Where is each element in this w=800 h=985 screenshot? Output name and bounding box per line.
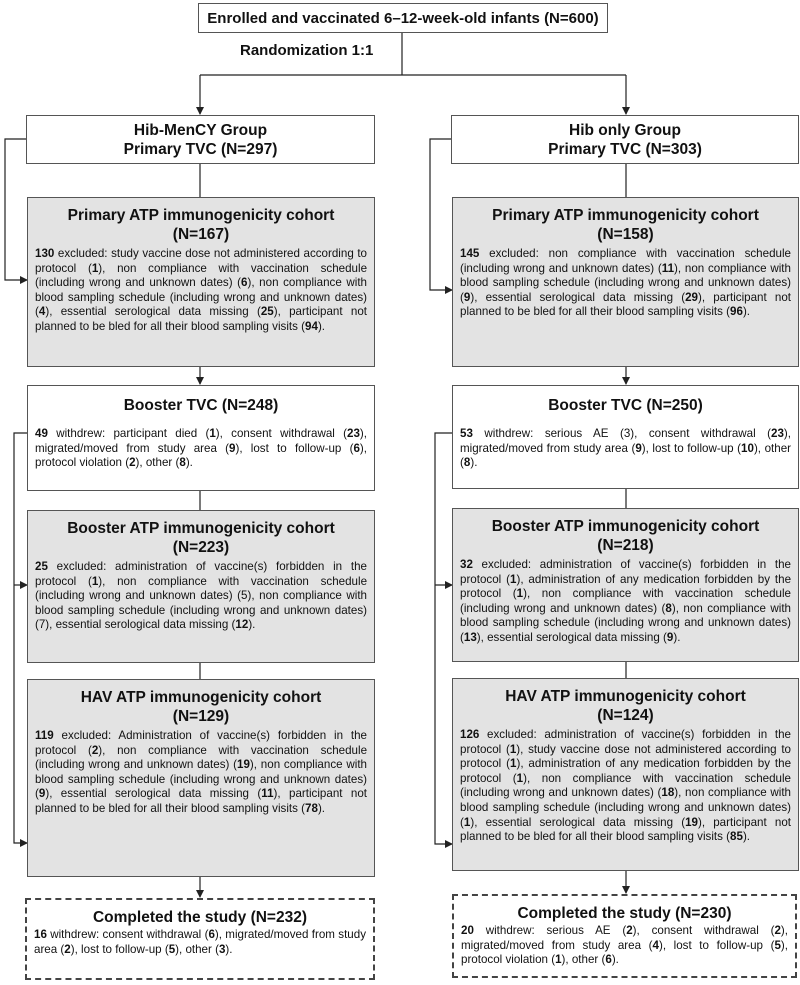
count-value: 6 xyxy=(353,441,360,455)
count-value: 94 xyxy=(305,319,318,333)
right-completed-text: 20 withdrew: serious AE (2), consent withdrawal (2), migrated/moved from study area (4), lost to follow-up (5), protocol violation (1), other (6). xyxy=(461,924,788,967)
count-value: 4 xyxy=(38,305,46,319)
count-value: 53 xyxy=(460,427,473,440)
count-value: 16 xyxy=(34,928,47,941)
count-value: 23 xyxy=(347,427,360,440)
count-value: 1 xyxy=(510,757,517,771)
right-group-name: Hib only Group xyxy=(569,122,681,139)
left-booster-tvc-title: Booster TVC (N=248) xyxy=(123,397,279,414)
count-value: 9 xyxy=(635,441,642,455)
left-primary-tvc: Primary TVC (N=297) xyxy=(123,141,278,158)
count-value: 6 xyxy=(605,953,612,967)
left-completed-title: Completed the study (N=232) xyxy=(92,909,308,926)
count-value: 3 xyxy=(218,942,226,956)
count-value: 9 xyxy=(38,787,46,801)
count-value: 25 xyxy=(260,305,274,319)
count-value: 2 xyxy=(774,924,781,937)
count-value: 2 xyxy=(129,456,136,470)
count-value: 119 xyxy=(35,729,54,742)
left-booster-tvc-text: 49 withdrew: participant died (1), consent withdrawal (23), migrated/moved from study area (9), lost to follow-up (6), protocol violation (2), other (8). xyxy=(35,427,368,470)
count-value: 19 xyxy=(685,815,698,829)
count-value: 1 xyxy=(516,771,524,785)
left-booster-atp-n: (N=223) xyxy=(172,539,230,556)
count-value: 6 xyxy=(208,928,215,941)
count-value: 126 xyxy=(460,728,480,741)
randomization-label: Randomization 1:1 xyxy=(240,42,374,59)
count-value: 4 xyxy=(652,938,659,952)
count-value: 5 xyxy=(168,942,176,956)
right-booster-atp-box xyxy=(452,508,799,662)
right-primary-atp-n: (N=158) xyxy=(597,226,654,243)
count-value: 23 xyxy=(771,427,784,440)
enrollment-title: Enrolled and vaccinated 6–12-week-old infants (N=600) xyxy=(207,9,599,27)
count-value: 78 xyxy=(305,801,318,815)
left-hav-atp-box xyxy=(27,679,375,877)
left-booster-atp-title: Booster ATP immunogenicity cohort xyxy=(67,520,335,537)
left-hav-atp-title: HAV ATP immunogenicity cohort xyxy=(80,689,322,706)
left-group-box xyxy=(26,115,375,164)
count-value: 96 xyxy=(730,305,743,319)
count-value: 8 xyxy=(665,601,672,615)
count-value: 85 xyxy=(730,830,743,844)
count-value: 18 xyxy=(661,786,675,800)
count-value: 9 xyxy=(463,290,471,304)
right-group-box xyxy=(451,115,799,164)
count-value: 2 xyxy=(64,942,71,956)
count-value: 130 xyxy=(35,247,55,260)
left-primary-atp-box xyxy=(27,197,375,367)
right-booster-atp-text: 32 excluded: administration of vaccine(s) forbidden in the protocol (1), administration of any medication forbidden by the protocol (1), non compliance with vaccination schedule (including wrong and unknown dates) (8), non compliance with blood sampling schedule (including wrong and unknown dates) (13), essential serological data missing (9). xyxy=(460,558,792,644)
right-primary-tvc: Primary TVC (N=303) xyxy=(548,141,702,158)
count-value: 1 xyxy=(516,587,524,601)
left-completed-text: 16 withdrew: consent withdrawal (6), migrated/moved from study area (2), lost to follow-up (5), other (3). xyxy=(34,928,366,956)
count-value: 1 xyxy=(555,953,562,967)
right-primary-atp-box xyxy=(452,197,799,367)
count-value: 1 xyxy=(209,427,216,440)
right-completed-box xyxy=(452,894,797,978)
enrollment-box xyxy=(198,3,608,33)
count-value: 13 xyxy=(463,630,477,644)
count-value: 1 xyxy=(463,815,471,829)
count-value: 8 xyxy=(463,456,471,470)
left-hav-atp-text: 119 excluded: Administration of vaccine(s) forbidden in the protocol (2), non compliance with vaccination schedule (including wrong and unknown dates) (19), non compliance with blood sampling schedule (including wrong and unknown dates) (9), essential serological data missing (11), participant not planned to be bled for all their blood sampling visits (78). xyxy=(35,729,368,815)
count-value: 12 xyxy=(235,618,249,632)
left-booster-tvc-box xyxy=(27,385,375,491)
count-value: 1 xyxy=(91,574,99,588)
count-value: 1 xyxy=(91,261,99,275)
count-value: 10 xyxy=(741,441,754,455)
left-primary-atp-n: (N=167) xyxy=(172,226,230,243)
count-value: 145 xyxy=(460,247,480,260)
right-booster-tvc-box xyxy=(452,385,799,489)
left-primary-atp-text: 130 excluded: study vaccine dose not administered according to protocol (1), non compliance with vaccination schedule (including wrong and unknown dates) (6), non compliance with blood sampling schedule (including wrong and unknown dates) (4), essential serological data missing (25), participant not planned to be bled for all their blood sampling visits (94). xyxy=(35,247,368,333)
left-completed-box xyxy=(25,898,375,980)
count-value: 6 xyxy=(241,276,248,290)
count-value: 2 xyxy=(626,924,633,937)
count-value: 9 xyxy=(666,630,674,644)
left-booster-atp-box xyxy=(27,510,375,663)
count-value: 11 xyxy=(261,787,274,801)
left-primary-atp-title: Primary ATP immunogenicity cohort xyxy=(67,207,335,224)
count-value: 8 xyxy=(179,456,186,470)
side-bracket xyxy=(5,139,27,280)
right-booster-atp-n: (N=218) xyxy=(597,537,654,554)
right-primary-atp-text: 145 excluded: non compliance with vaccination schedule (including wrong and unknown dates) (11), non compliance with blood sampling schedule (including wrong and unknown dates) (9), essential serological data missing (29), participant not planned to be bled for all their blood sampling visits (96). xyxy=(460,247,791,319)
left-hav-atp-n: (N=129) xyxy=(172,708,230,725)
count-value: 49 xyxy=(35,427,48,440)
side-bracket xyxy=(435,433,452,844)
count-value: 1 xyxy=(509,742,517,756)
right-booster-tvc-title: Booster TVC (N=250) xyxy=(548,397,703,414)
count-value: 9 xyxy=(229,441,236,455)
side-bracket xyxy=(14,433,27,843)
right-booster-tvc-text: 53 withdrew: serious AE (3), consent withdrawal (23), migrated/moved from study area (9), lost to follow-up (10), other (8). xyxy=(460,427,791,470)
count-value: 5 xyxy=(774,938,781,952)
left-group-name: Hib-MenCY Group xyxy=(133,122,268,139)
count-value: 2 xyxy=(91,743,99,757)
count-value: 20 xyxy=(461,924,474,937)
count-value: 25 xyxy=(35,560,48,573)
right-primary-atp-title: Primary ATP immunogenicity cohort xyxy=(492,207,759,224)
count-value: 19 xyxy=(237,758,250,772)
right-hav-atp-text: 126 excluded: administration of vaccine(s) forbidden in the protocol (1), study vaccine dose not administered according to protocol (1), administration of any medication forbidden by the protocol (1), non compliance with vaccination schedule (including wrong and unknown dates) (18), non compliance with blood sampling schedule (including wrong and unknown dates) (1), essential serological data missing (19), participant not planned to be bled for all their blood sampling visits (85). xyxy=(460,728,792,844)
count-value: 11 xyxy=(661,261,675,275)
right-booster-atp-title: Booster ATP immunogenicity cohort xyxy=(491,518,760,535)
count-value: 29 xyxy=(685,290,698,304)
left-booster-atp-text: 25 excluded: administration of vaccine(s) forbidden in the protocol (1), non compliance with vaccination schedule (including wrong and unknown dates) (5), non compliance with blood sampling schedule (including wrong and unknown dates) (7), essential serological data missing (12). xyxy=(35,560,368,632)
count-value: 32 xyxy=(460,558,473,571)
side-bracket xyxy=(430,139,452,290)
count-value: 1 xyxy=(510,572,517,586)
right-completed-title: Completed the study (N=230) xyxy=(517,905,732,922)
right-hav-atp-box xyxy=(452,678,799,871)
right-hav-atp-title: HAV ATP immunogenicity cohort xyxy=(505,688,746,705)
right-hav-atp-n: (N=124) xyxy=(597,707,654,724)
